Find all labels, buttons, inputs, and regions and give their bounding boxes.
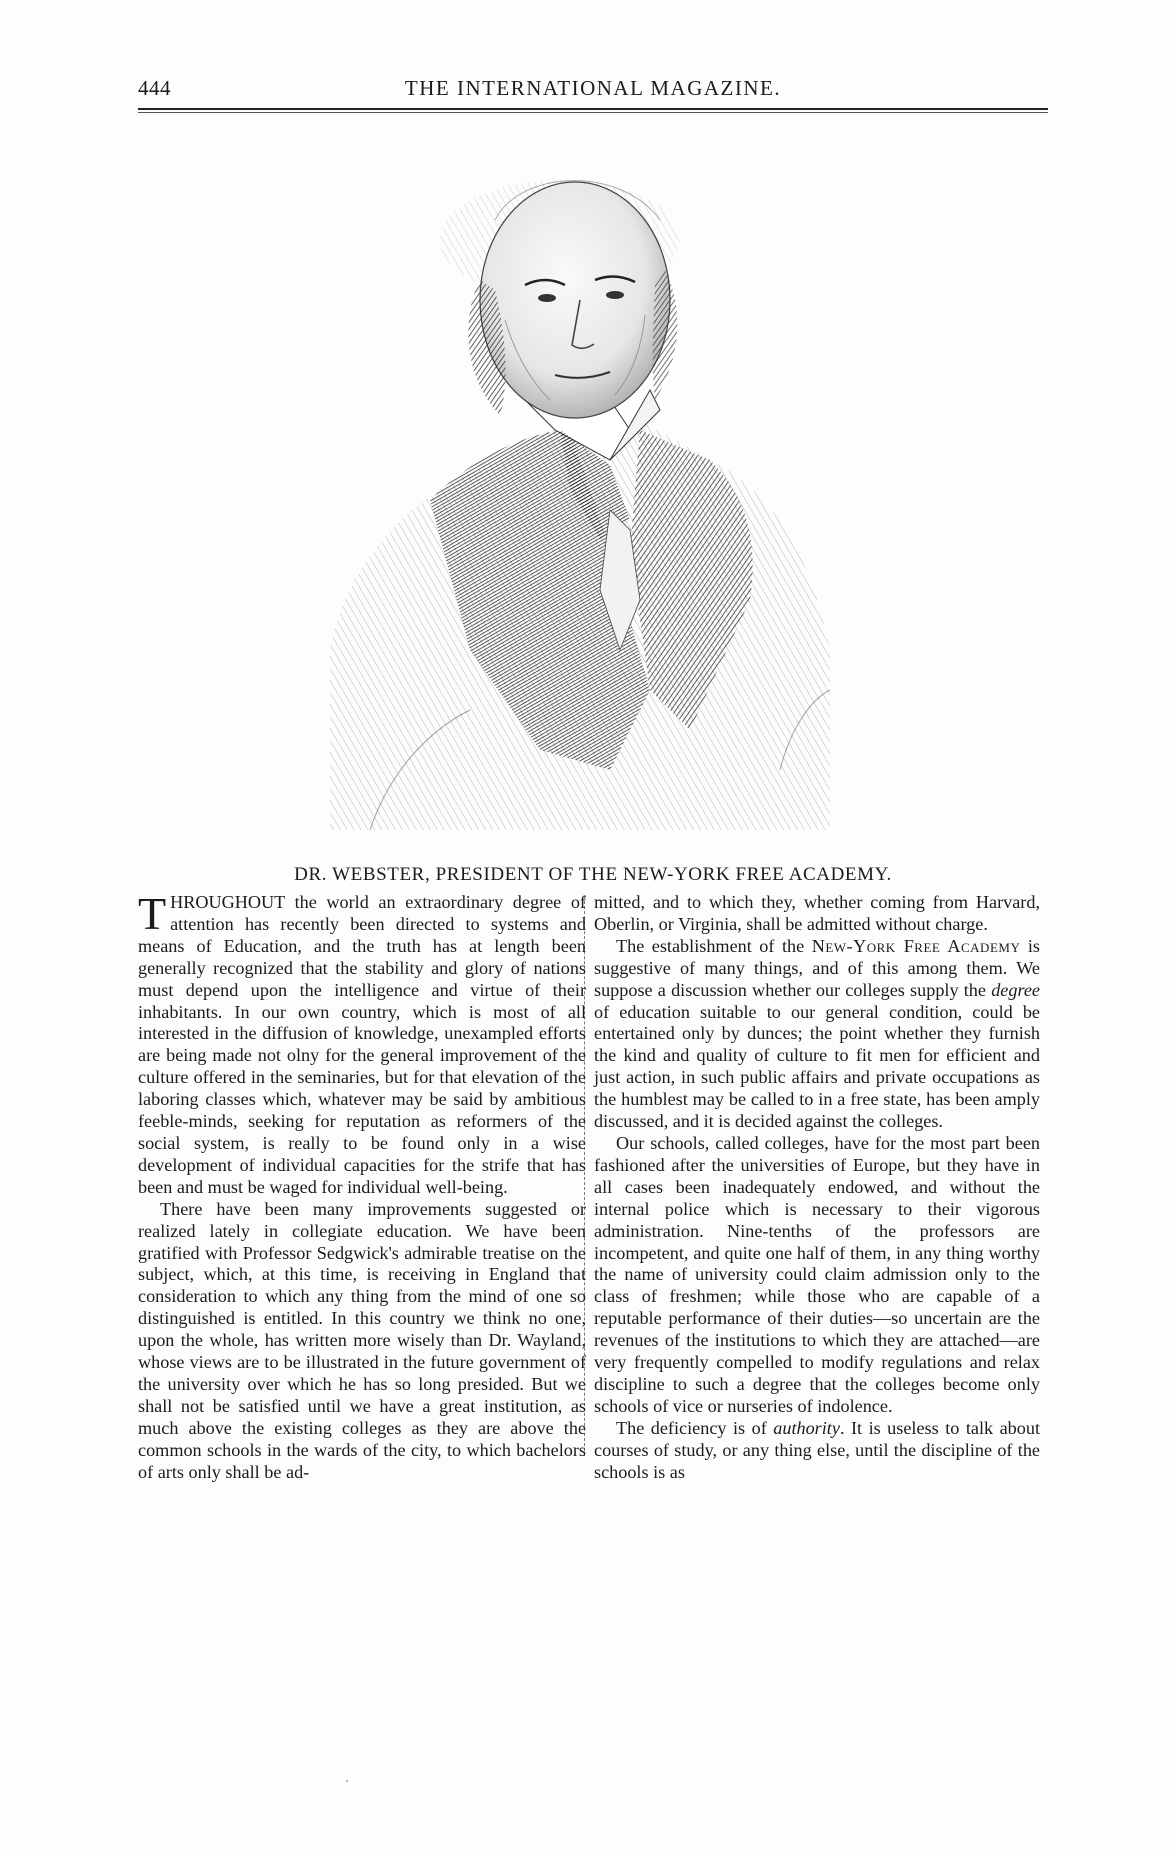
header-rule [138, 108, 1048, 110]
paper-speck [346, 1780, 348, 1782]
italic-run: authority [773, 1417, 840, 1438]
header-rule-thin [138, 112, 1048, 113]
paragraph: There have been many improvements suggested or realized lately in collegiate education. We have been gratified with Professor Sedgwick's admirable treatise on the subject, which, at this time, is receiving in England that consideration to which any thing from the mind of one so distinguished is entitled. In this country we think no one, upon the whole, has written more wisely than Dr. Wayland, whose views are to be illustrated in the future government of the university over which he has so long presided. But we shall not be satisfied until we have a great institution, as much above the existing colleges as they are above the common schools in the wards of the city, to which bachelors of arts only shall be ad- [138, 1198, 586, 1482]
page-number: 444 [138, 76, 171, 100]
paragraph [594, 1418, 1040, 1484]
portrait-caption: DR. WEBSTER, PRESIDENT OF THE NEW-YORK FREE ACADEMY. [294, 864, 892, 885]
paragraph [594, 936, 1040, 1133]
text-run: The deficiency is of [616, 1417, 774, 1438]
text-run: The establishment of the [616, 935, 812, 956]
small-caps-run: New-York Free Academy [811, 935, 1021, 956]
drop-cap: T [138, 888, 167, 939]
magazine-title: THE INTERNATIONAL MAGAZINE. [404, 76, 782, 100]
running-head [138, 76, 1048, 106]
paragraph: Our schools, called colleges, have for the most part been fashioned after the universities of Europe, but they have in all cases been inadequately endowed, and without the internal police which is necessary to their vigorous administration. Nine-tenths of the professors are incompetent, and quite one half of them, in any thing worthy the name of university could claim admission only to the class of freshmen; while those who are capable of a reputable performance of their duties—so uncertain are the revenues of the institutions to which they are attached—are very frequently compelled to modify regulations and relax discipline to such a degree that the colleges become only schools of vice or nurseries of indolence. [594, 1132, 1040, 1416]
italic-run: degree [991, 979, 1040, 1000]
text-run: of education suitable to our general condition, could be entertained only by dunces; the point whether they furnish the kind and quality of culture to fit men for efficient and just action, in such public affairs and private occupations as the humblest may be called to in a free state, has been amply discussed, and it is decided against the colleges. [594, 1001, 1040, 1132]
left-column [138, 888, 586, 1483]
right-column [594, 892, 1040, 1483]
text-run: . It is useless to talk about courses of study, or any thing else, until the discipline of the schools is as [594, 1417, 1041, 1482]
text-run: is suggestive of many things, and of this among them. We suppose a discussion whether our colleges supply the [594, 935, 1040, 1000]
paragraph-text: HROUGHOUT the world an extraordinary degree of attention has recently been directed to systems and means of Education, and the truth has at length been generally recognized that the stability and glory of nations must depend upon the intelligence and virtue of their inhabitants. In our own country, which is most of all interested in the diffusion of knowledge, unexampled efforts are being made not olny for the general improvement of the culture offered in the seminaries, but for that elevation of the laboring classes which, whatever may be said by ambitious feeble-minds, seeking for reputation as reformers of the social system, is really to be found only in a wise development of individual capacities for the strife that has been and must be waged for individual well-being. [138, 892, 586, 1197]
paragraph [138, 888, 586, 1199]
paragraph: mitted, and to which they, whether coming from Harvard, Oberlin, or Virginia, shall be admitted without charge. [594, 892, 1040, 934]
engraved-portrait-icon [310, 130, 870, 850]
